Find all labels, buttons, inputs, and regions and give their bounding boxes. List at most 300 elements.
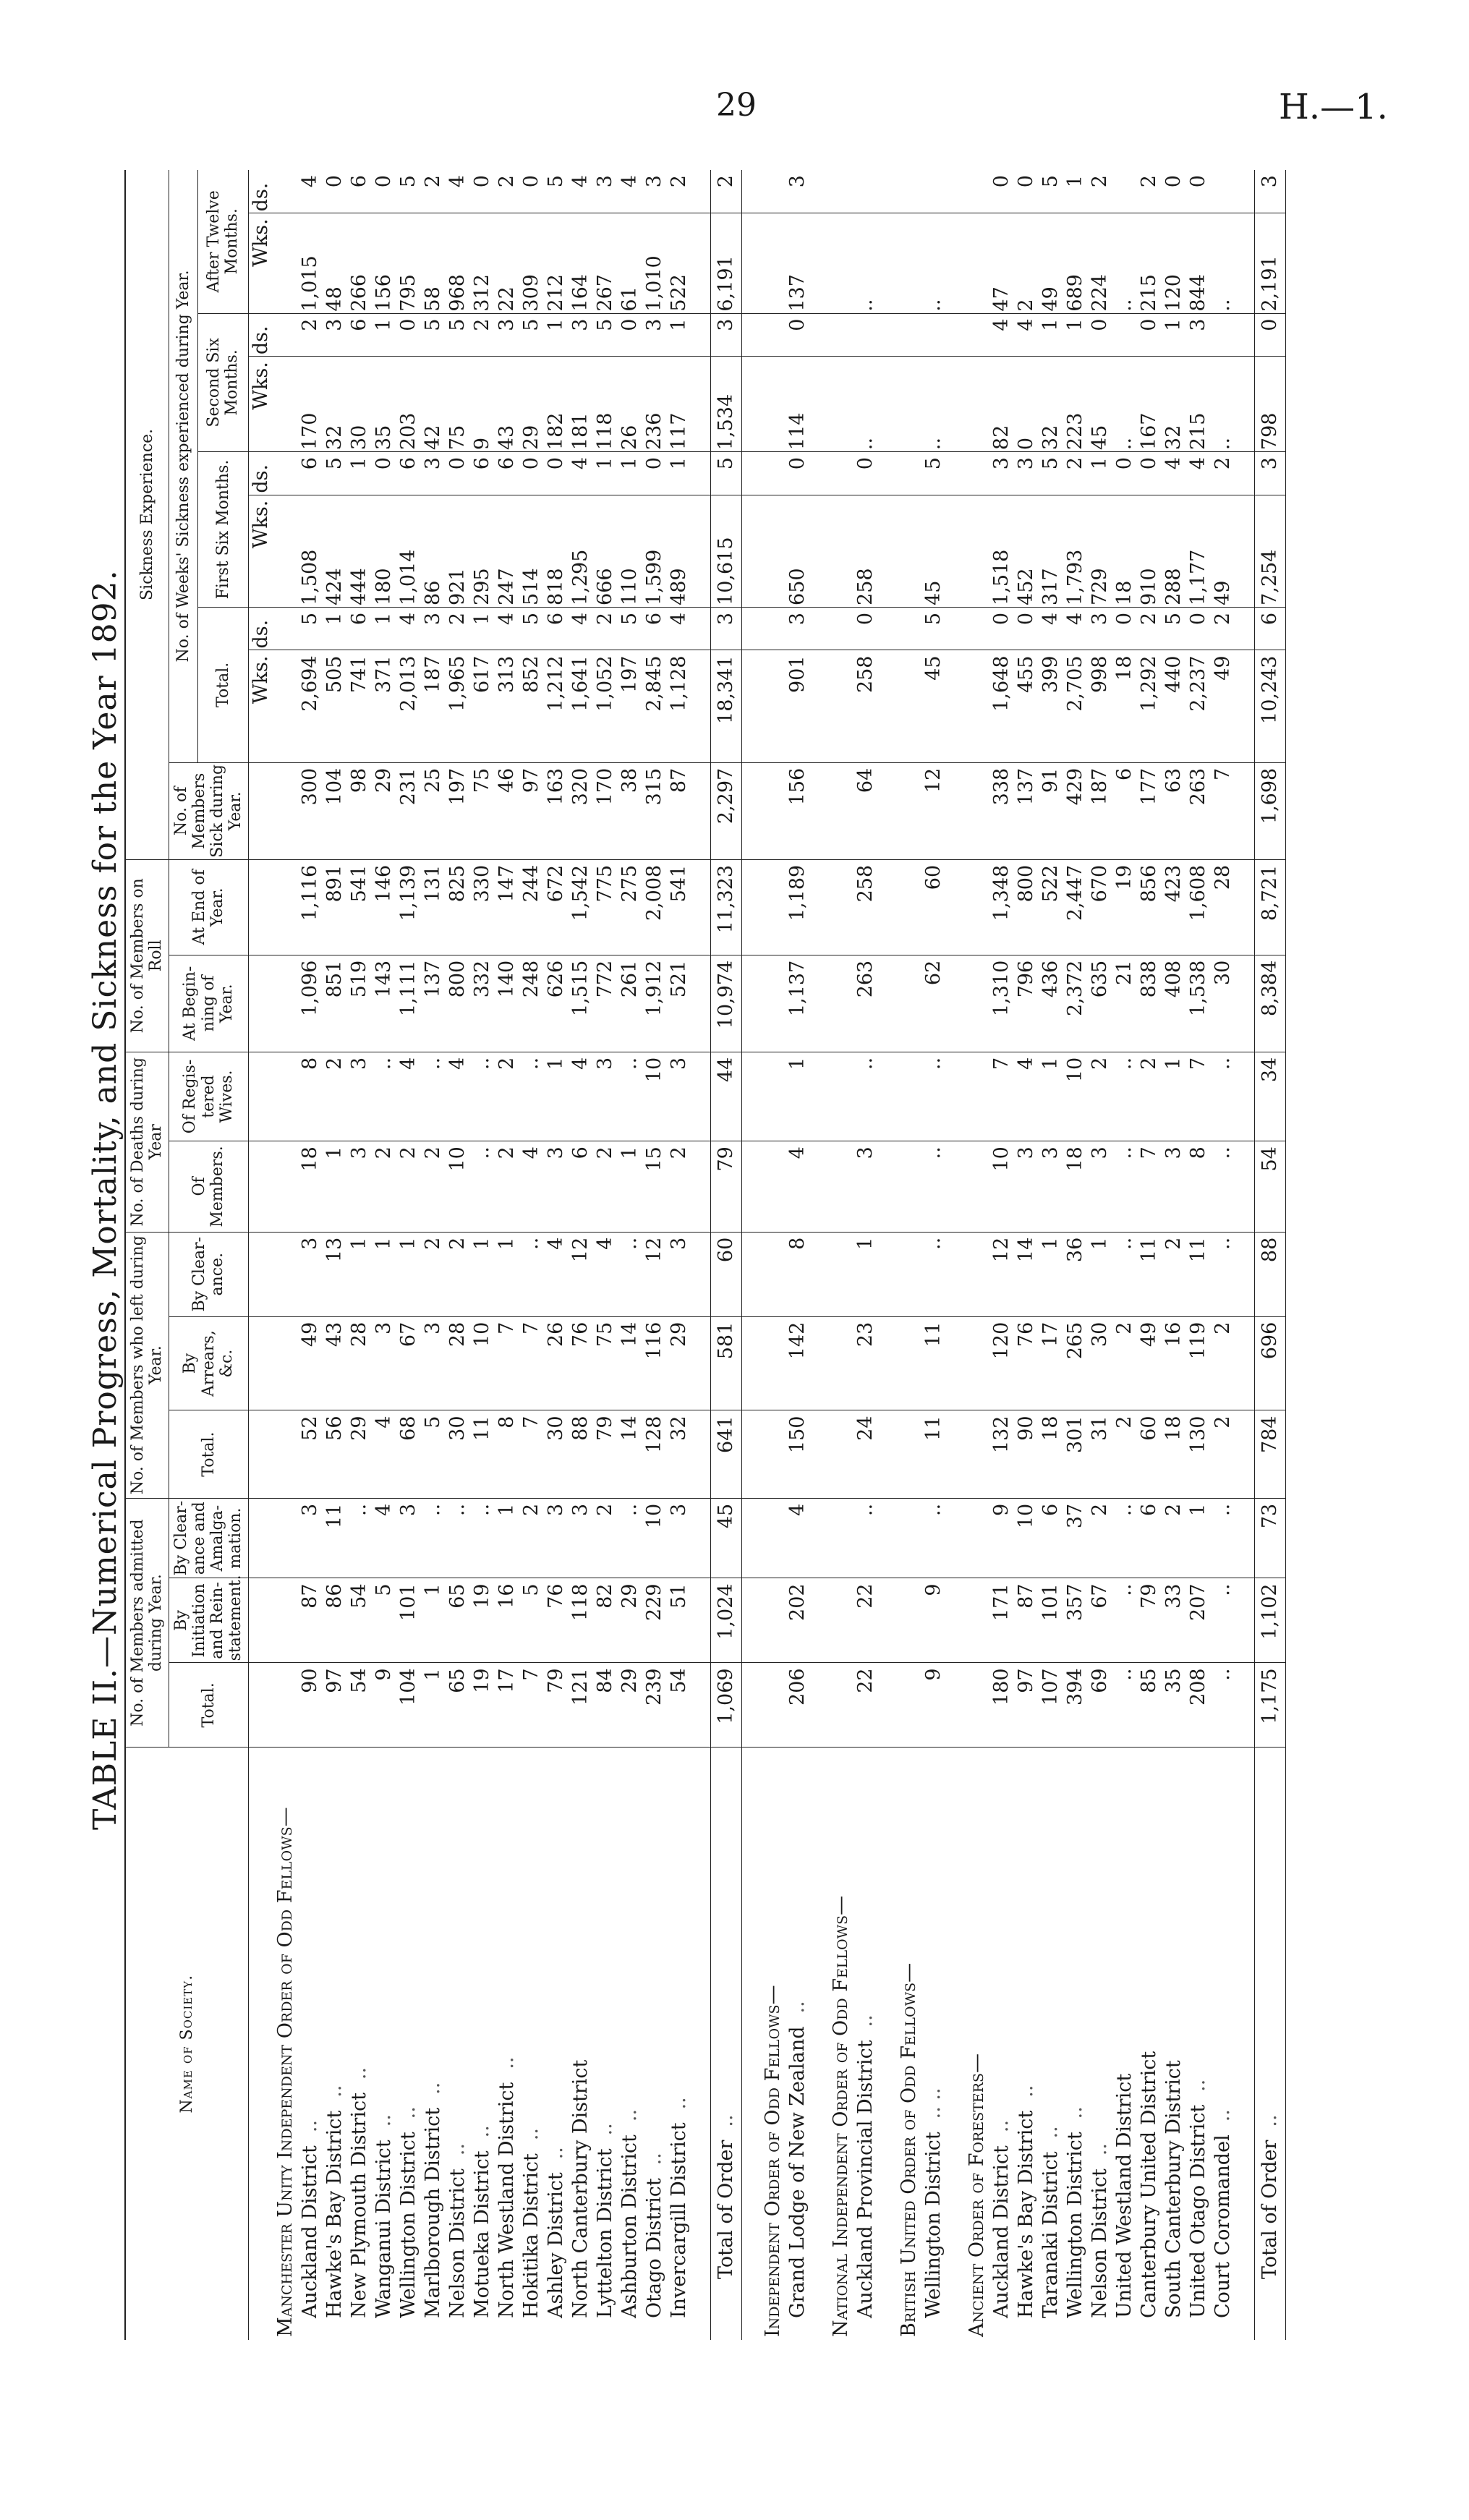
cell: 4: [446, 1052, 470, 1141]
cell: 11: [1186, 1232, 1211, 1316]
cell: 10: [642, 1052, 667, 1141]
cell: 3: [396, 1498, 421, 1578]
row-label: Ashburton District: [618, 2134, 641, 2318]
cell: 64: [853, 762, 878, 859]
cell: 265: [1063, 1316, 1088, 1410]
cell: 5: [446, 313, 470, 357]
cell: 2: [470, 313, 495, 357]
cell: 288: [1162, 495, 1186, 607]
cell: 1: [470, 1232, 495, 1316]
cell: [1235, 452, 1255, 495]
cell: 1,212: [544, 650, 569, 762]
cell: 7,254: [1254, 495, 1285, 607]
cell: 224: [1088, 213, 1112, 313]
cell: ..: [1112, 1498, 1137, 1578]
cell: 3: [1162, 1141, 1186, 1233]
cell: 132: [989, 1410, 1014, 1498]
cell: 408: [1162, 955, 1186, 1052]
cell: 1,024: [710, 1578, 741, 1663]
row-label: Wanganui District: [372, 2140, 395, 2318]
cell: 197: [618, 650, 642, 762]
cell: 8,384: [1254, 955, 1285, 1052]
cell: [1235, 1232, 1255, 1316]
cell: 5: [421, 313, 446, 357]
cell: 1: [1063, 313, 1088, 357]
cell: 3: [544, 1141, 569, 1233]
cell: [829, 1498, 853, 1578]
cell: 60: [921, 859, 946, 955]
cell: [691, 452, 711, 495]
cell: 215: [1186, 357, 1211, 452]
cell: 0: [519, 170, 544, 213]
cell: 119: [1186, 1316, 1211, 1410]
units-row: [248, 170, 273, 2340]
cell: [810, 1410, 829, 1498]
cell: [741, 313, 761, 357]
cell: 1,137: [785, 955, 810, 1052]
cell: 18: [298, 1141, 323, 1233]
table-row: [323, 170, 347, 2340]
cell: 12: [989, 1232, 1014, 1316]
cell: 300: [298, 762, 323, 859]
cell: 0: [1112, 452, 1137, 495]
leader-dots: ..: [989, 2119, 1013, 2133]
cell: 7: [989, 1052, 1014, 1141]
cell: 2,191: [1254, 213, 1285, 313]
cell: [1235, 762, 1255, 859]
spacer-row: [1235, 170, 1255, 2340]
cell: 121: [569, 1663, 593, 1748]
cell: [897, 1578, 921, 1663]
cell: 796: [1014, 955, 1039, 1052]
cell: 12: [569, 1232, 593, 1316]
unit-wks: Wks.: [248, 357, 273, 452]
cell: 4: [372, 1498, 396, 1578]
cell: [273, 1498, 298, 1578]
cell: [946, 1578, 965, 1663]
cell: 28: [1211, 859, 1235, 955]
cell: 1,912: [642, 955, 667, 1052]
cell: 429: [1063, 762, 1088, 859]
leader-dots: ..: [372, 2114, 395, 2127]
cell: 202: [785, 1578, 810, 1663]
leader-dots: ..: [1088, 2143, 1111, 2156]
cell: 56: [323, 1410, 347, 1498]
district-name: [921, 1748, 946, 2340]
table-row: [593, 170, 618, 2340]
cell: 371: [372, 650, 396, 762]
cell: [829, 762, 853, 859]
cell: 2: [1211, 607, 1235, 650]
cell: 3: [544, 1498, 569, 1578]
cell: 7: [519, 1663, 544, 1748]
cell: 30: [347, 357, 372, 452]
cell: [691, 313, 711, 357]
cell: 1: [495, 1232, 519, 1316]
cell: [829, 1232, 853, 1316]
cell: 19: [1112, 859, 1137, 955]
cell: 0: [1137, 452, 1162, 495]
cell: [1235, 1141, 1255, 1233]
cell: [829, 1052, 853, 1141]
cell: 258: [853, 650, 878, 762]
cell: 60: [710, 1232, 741, 1316]
cell: ..: [853, 1052, 878, 1141]
cell: 131: [421, 859, 446, 955]
cell: 142: [785, 1316, 810, 1410]
cell: 330: [470, 859, 495, 955]
cell: 2,297: [710, 762, 741, 859]
cell: 30: [1211, 955, 1235, 1052]
cell: 263: [1186, 762, 1211, 859]
cell: 17: [1039, 1316, 1063, 1410]
row-label: Hawke's Bay District: [1014, 2110, 1037, 2318]
cell: [965, 1232, 989, 1316]
cell: 0: [1088, 313, 1112, 357]
cell: 818: [544, 495, 569, 607]
leader-dots: ..: [618, 2108, 641, 2122]
cell: 60: [1137, 1410, 1162, 1498]
cell: 2: [495, 170, 519, 213]
cell: ..: [1211, 1578, 1235, 1663]
district-name: [946, 1748, 965, 2340]
leader-dots: ..: [785, 2001, 809, 2014]
leader-dots: ..: [396, 2106, 420, 2119]
district-name: [618, 1748, 642, 2340]
table-row: [1014, 170, 1039, 2340]
cell: 75: [446, 357, 470, 452]
cell: 689: [1063, 213, 1088, 313]
cell: [691, 1141, 711, 1233]
cell: 301: [1063, 1410, 1088, 1498]
cell: ..: [853, 1498, 878, 1578]
cell: 10: [989, 1141, 1014, 1233]
cell: [761, 170, 785, 213]
cell: [1112, 170, 1137, 213]
cell: [761, 452, 785, 495]
table-row: [618, 170, 642, 2340]
cell: [741, 607, 761, 650]
cell: 3: [569, 1498, 593, 1578]
cell: 79: [593, 1410, 618, 1498]
cell: 1,608: [1186, 859, 1211, 955]
cell: 1,310: [989, 955, 1014, 1052]
cell: 1: [1162, 1052, 1186, 1141]
deaths-wives-header: Of Regis-tered Wives.: [169, 1052, 248, 1141]
cell: 1,534: [710, 357, 741, 452]
roll-begin-header: At Begin-ning of Year.: [169, 955, 248, 1052]
cell: [878, 1663, 897, 1748]
cell: 1,518: [989, 495, 1014, 607]
cell: ..: [372, 1052, 396, 1141]
cell: 49: [298, 1316, 323, 1410]
cell: 10: [1063, 1052, 1088, 1141]
cell: 35: [372, 357, 396, 452]
cell: 82: [593, 1578, 618, 1663]
cell: [878, 1410, 897, 1498]
cell: [946, 650, 965, 762]
cell: [897, 170, 921, 213]
cell: [878, 170, 897, 213]
cell: [946, 213, 965, 313]
cell: 4: [446, 170, 470, 213]
cell: [897, 650, 921, 762]
district-name: [1137, 1748, 1162, 2340]
cell: [946, 1663, 965, 1748]
cell: 101: [396, 1578, 421, 1663]
cell: ..: [1211, 357, 1235, 452]
cell: 22: [853, 1663, 878, 1748]
cell: ..: [921, 357, 946, 452]
cell: [810, 170, 829, 213]
row-label: Otago District: [642, 2178, 665, 2318]
cell: 207: [1186, 1578, 1211, 1663]
cell: 239: [642, 1663, 667, 1748]
cell: ..: [1112, 1232, 1137, 1316]
cell: 266: [347, 213, 372, 313]
cell: 261: [618, 955, 642, 1052]
district-name: [347, 1748, 372, 2340]
cell: [878, 955, 897, 1052]
cell: 0: [853, 452, 878, 495]
cell: 3: [1186, 313, 1211, 357]
cell: [810, 452, 829, 495]
district-name: [741, 1748, 761, 2340]
cell: 2: [446, 1232, 470, 1316]
cell: 5: [421, 1410, 446, 1498]
cell: 13: [323, 1232, 347, 1316]
table-row: [642, 170, 667, 2340]
cell: ..: [1211, 1232, 1235, 1316]
cell: 19: [470, 1578, 495, 1663]
cell: 43: [323, 1316, 347, 1410]
cell: [897, 955, 921, 1052]
row-label: Total of Order: [714, 2140, 737, 2279]
cell: 309: [519, 213, 544, 313]
row-label: Independent Order of Odd Fellows—: [761, 1985, 784, 2337]
cell: 3: [421, 452, 446, 495]
weeks-first-header: First Six Months.: [197, 452, 248, 608]
cell: 4: [618, 170, 642, 213]
cell: 12: [921, 762, 946, 859]
cell: [1211, 170, 1235, 213]
cell: [897, 313, 921, 357]
cell: [273, 607, 298, 650]
cell: [741, 1663, 761, 1748]
leader-dots: ..: [544, 2147, 567, 2160]
row-label: Wellington District: [921, 2132, 945, 2318]
cell: 120: [1162, 213, 1186, 313]
cell: 1,515: [569, 955, 593, 1052]
cell: 312: [470, 213, 495, 313]
cell: 88: [569, 1410, 593, 1498]
row-label: Marlborough District: [421, 2107, 444, 2318]
cell: 29: [618, 1578, 642, 1663]
cell: [878, 1141, 897, 1233]
cell: 22: [495, 213, 519, 313]
cell: 0: [372, 452, 396, 495]
cell: [878, 452, 897, 495]
leader-dots: ..: [1014, 2085, 1037, 2098]
cell: 2: [1014, 213, 1039, 313]
left-arrears-header: By Arrears, &c.: [169, 1316, 248, 1410]
cell: ..: [1211, 1141, 1235, 1233]
cell: 181: [569, 357, 593, 452]
district-name: [470, 1748, 495, 2340]
cell: 140: [495, 955, 519, 1052]
cell: 84: [593, 1663, 618, 1748]
cell: 97: [1014, 1663, 1039, 1748]
cell: 5: [519, 1578, 544, 1663]
cell: 522: [667, 213, 691, 313]
cell: 6: [1039, 1498, 1063, 1578]
cell: 67: [396, 1316, 421, 1410]
cell: 3: [642, 313, 667, 357]
cell: 1,069: [710, 1663, 741, 1748]
table-row: [1211, 170, 1235, 2340]
cell: 28: [347, 1316, 372, 1410]
cell: 0: [323, 170, 347, 213]
statistics-table: [124, 170, 1286, 2340]
cell: 4: [1162, 452, 1186, 495]
cell: 32: [323, 357, 347, 452]
society-header-row: [897, 170, 921, 2340]
cell: 6: [544, 607, 569, 650]
cell: 236: [642, 357, 667, 452]
row-label: Auckland Provincial District: [853, 2040, 877, 2318]
cell: [741, 213, 761, 313]
cell: 203: [396, 357, 421, 452]
cell: 52: [298, 1410, 323, 1498]
cell: 5: [544, 170, 569, 213]
cell: 3: [1014, 1141, 1039, 1233]
cell: [878, 313, 897, 357]
cell: 4: [544, 1232, 569, 1316]
cell: 23: [853, 1316, 878, 1410]
cell: 424: [323, 495, 347, 607]
cell: [897, 213, 921, 313]
cell: 11,323: [710, 859, 741, 955]
cell: 4: [1014, 313, 1039, 357]
cell: 61: [618, 213, 642, 313]
cell: [965, 1498, 989, 1578]
cell: 729: [1088, 495, 1112, 607]
cell: 1: [396, 1232, 421, 1316]
cell: ..: [1211, 1663, 1235, 1748]
cell: 3: [372, 1316, 396, 1410]
cell: ..: [470, 1052, 495, 1141]
cell: ..: [1112, 357, 1137, 452]
cell: [741, 1141, 761, 1233]
cell: 3: [421, 607, 446, 650]
cell: 1: [1063, 170, 1088, 213]
table-row: [785, 170, 810, 2340]
cell: 5: [921, 452, 946, 495]
cell: 49: [1211, 650, 1235, 762]
cell: [1235, 955, 1255, 1052]
cell: 1,542: [569, 859, 593, 955]
cell: 5: [372, 1578, 396, 1663]
leader-dots: ..: [495, 2056, 518, 2069]
cell: 1: [853, 1232, 878, 1316]
cell: 231: [396, 762, 421, 859]
cell: 6,191: [710, 213, 741, 313]
cell: [829, 170, 853, 213]
cell: [810, 1498, 829, 1578]
cell: 5: [1039, 170, 1063, 213]
cell: 1,014: [396, 495, 421, 607]
cell: 16: [1162, 1316, 1186, 1410]
row-label: Taranaki District: [1039, 2151, 1062, 2318]
row-label: Auckland District: [298, 2145, 321, 2318]
cell: [965, 213, 989, 313]
cell: 800: [1014, 859, 1039, 955]
cell: [273, 1052, 298, 1141]
table-row: [1186, 170, 1211, 2340]
leader-dots: ..: [421, 2082, 444, 2095]
cell: 1,698: [1254, 762, 1285, 859]
cell: 0: [1014, 357, 1039, 452]
leader-dots: ..: [593, 2123, 616, 2136]
sickness-header: Sickness Experience.: [125, 170, 169, 859]
cell: 69: [1088, 1663, 1112, 1748]
cell: 3: [1254, 452, 1285, 495]
cell: 87: [667, 762, 691, 859]
leader-dots: ..: [714, 2114, 737, 2127]
cell: [810, 955, 829, 1052]
cell: [741, 170, 761, 213]
district-name: [519, 1748, 544, 2340]
cell: [897, 762, 921, 859]
row-label: United Westland District: [1112, 2073, 1136, 2318]
cell: 4: [396, 1052, 421, 1141]
table-row: [1162, 170, 1186, 2340]
cell: 8: [785, 1232, 810, 1316]
unit-wks: Wks.: [248, 650, 273, 762]
cell: 1: [593, 452, 618, 495]
row-label: Total of Order: [1258, 2140, 1281, 2279]
cell: [1235, 170, 1255, 213]
cell: 423: [1162, 859, 1186, 955]
cell: 332: [470, 955, 495, 1052]
cell: 6: [495, 452, 519, 495]
cell: ..: [1112, 1141, 1137, 1233]
cell: 315: [642, 762, 667, 859]
cell: [829, 357, 853, 452]
cell: 3: [1254, 170, 1285, 213]
cell: 7: [1186, 1052, 1211, 1141]
table-row: [989, 170, 1014, 2340]
cell: 118: [593, 357, 618, 452]
cell: 444: [347, 495, 372, 607]
cell: 9: [921, 1663, 946, 1748]
cell: 3: [1088, 1141, 1112, 1233]
leader-dots: ..: [347, 2066, 370, 2080]
cell: ..: [921, 1141, 946, 1233]
cell: 30: [544, 1410, 569, 1498]
cell: 29: [372, 762, 396, 859]
cell: [897, 1410, 921, 1498]
cell: [273, 357, 298, 452]
cell: 45: [1088, 357, 1112, 452]
cell: 16: [495, 1578, 519, 1663]
cell: 2: [593, 1141, 618, 1233]
cell: 31: [1088, 1410, 1112, 1498]
cell: 2,237: [1186, 650, 1211, 762]
cell: [273, 170, 298, 213]
cell: 1: [372, 313, 396, 357]
cell: 76: [569, 1316, 593, 1410]
